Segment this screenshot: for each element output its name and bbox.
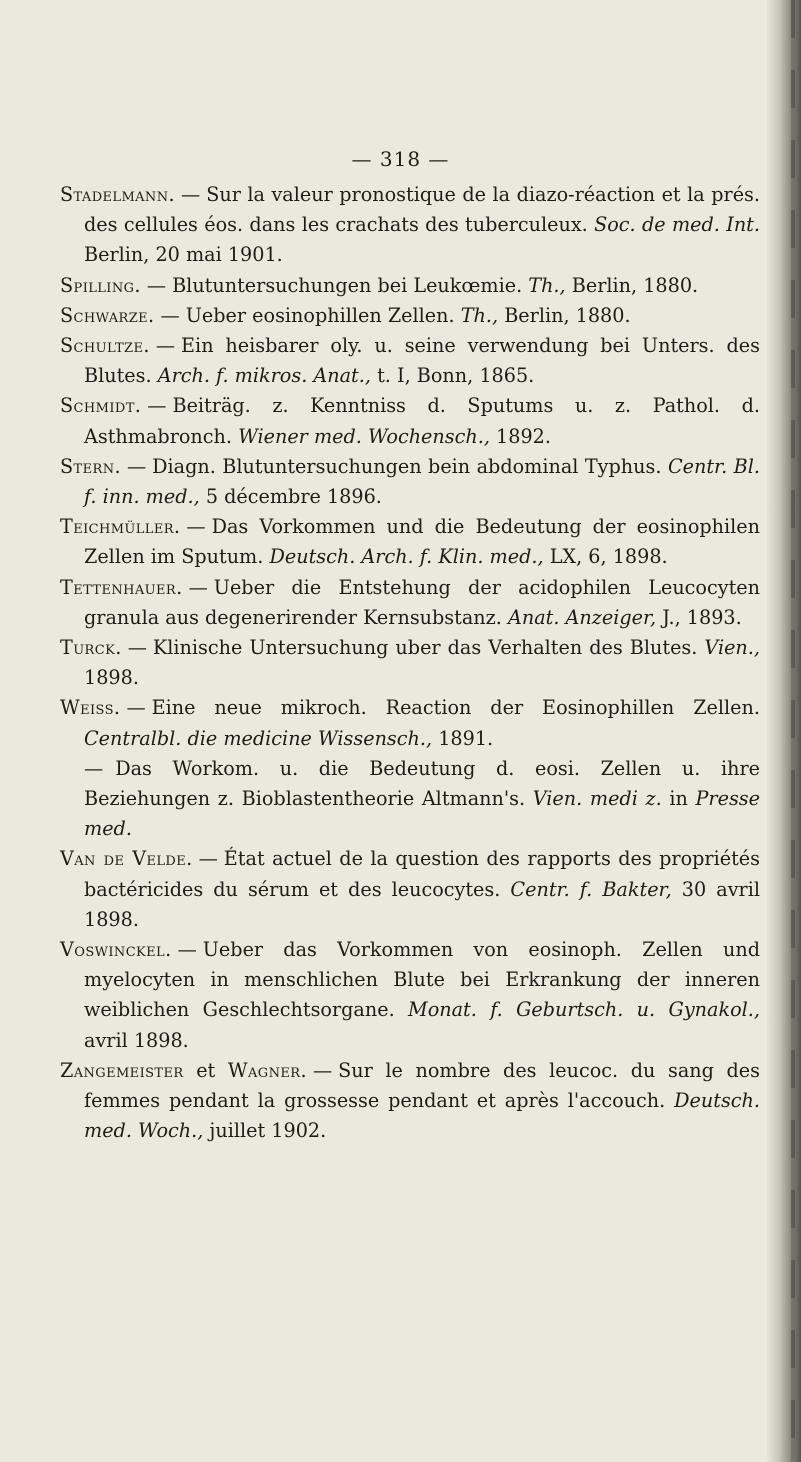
entry-details: juillet 1902. — [209, 1119, 327, 1143]
entry-details: Berlin, 1880. — [504, 303, 631, 327]
entry-author: Voswinckel. — [60, 938, 172, 962]
entry-source: Deutsch. med. Woch., — [84, 1089, 760, 1143]
entry-title: Blutuntersuchungen bei Leukœmie. — [172, 273, 523, 297]
bibliography-entry-voswinckel — [60, 935, 760, 1056]
bibliography-entry-stadelmann — [60, 180, 760, 271]
entry-details: 1898. — [84, 666, 139, 690]
entry-dash: — — [312, 1058, 333, 1082]
entry-dash: — — [127, 636, 147, 660]
entry-dash: — — [186, 515, 206, 539]
entry-details: Berlin, 1880. — [571, 273, 699, 297]
entry-dash: — — [84, 756, 104, 780]
entry-source: Deutsch. Arch. f. Klin. med., — [269, 545, 544, 569]
entry-source: Centr. f. Bakter, — [510, 877, 672, 901]
entry-title: Sur le nombre des leucoc. du sang des femmes pendant la grossesse pendant et après l'accouch. — [84, 1058, 760, 1113]
page-binding-streak — [791, 0, 795, 1462]
entry-source: Monat. f. Geburtsch. u. Gynakol., — [408, 998, 760, 1022]
entry-details: t. I, Bonn, 1865. — [377, 364, 535, 388]
entry-author: Stern. — [60, 454, 121, 478]
entry-author: Schwarze. — [60, 303, 155, 327]
entry-details: Berlin, 20 mai 1901. — [84, 243, 283, 267]
entry-source: Arch. f. mikros. Anat., — [157, 364, 371, 388]
entry-author-connector: et — [196, 1058, 216, 1082]
entry-title: Das Workom. u. die Bedeutung d. eosi. Zellen u. ihre Beziehungen z. Bioblastentheorie Altmann's. — [84, 756, 760, 811]
entry-source: Vien., — [704, 636, 760, 660]
entry-author: Schultze. — [60, 334, 150, 358]
entry-title: Beiträg. z. Kenntniss d. Sputums u. z. Pathol. d. Asthmabronch. — [84, 394, 760, 448]
entry-details: LX, 6, 1898. — [549, 545, 668, 569]
entry-dash: — — [188, 575, 208, 599]
page-edge-shadow — [767, 0, 801, 1462]
entry-source: Wiener med. Wochensch., — [238, 424, 490, 448]
entry-title: Ein heisbarer oly. u. seine verwendung bei Unters. des Blutes. — [84, 334, 760, 388]
entry-source: Th., — [460, 303, 499, 327]
entry-details: 30 avril 1898. — [84, 877, 760, 931]
entry-dash: — — [198, 847, 218, 871]
bibliography-entry-schmidt — [60, 391, 760, 451]
entry-title: Diagn. Blutuntersuchungen bein abdominal Typhus. — [152, 454, 662, 478]
bibliography-entry-teichmuller — [60, 512, 760, 572]
entry-title: Das Vorkommen und die Bedeutung der eosinophilen Zellen im Sputum. — [84, 515, 760, 569]
entry-title: Klinische Untersuchung uber das Verhalten des Blutes. — [152, 636, 698, 660]
entry-title: Ueber das Vorkommen von eosinoph. Zellen und myelocyten in menschlichen Blute bei Erkrankung der inneren weiblichen Geschlechtsorgane. — [84, 938, 760, 1022]
entry-details: 1891. — [438, 726, 494, 750]
bibliography-entry-turck — [60, 633, 760, 693]
entry-author: Stadelmann. — [60, 183, 175, 206]
entry-author: Spilling. — [60, 273, 141, 297]
entry-details: 1892. — [496, 424, 551, 448]
entry-author: Zangemeister — [60, 1058, 184, 1082]
entry-author: Turck. — [60, 636, 122, 660]
entry-dash: — — [126, 696, 146, 720]
bibliography-list — [60, 180, 760, 1147]
entry-author: Tettenhauer. — [60, 575, 183, 599]
entry-source-secondary: Presse med. — [84, 787, 761, 841]
entry-author: Teichmüller. — [60, 515, 181, 539]
entry-title: État actuel de la question des rapports des propriétés bactéricides du sérum et des leucocytes. — [84, 847, 761, 901]
bibliography-entry-weiss-second — [60, 754, 760, 845]
entry-details: J., 1893. — [662, 605, 742, 629]
entry-source: Centr. Bl. f. inn. med., — [84, 454, 760, 509]
entry-source: Vien. medi z. — [532, 787, 662, 811]
entry-title: Ueber die Entstehung der acidophilen Leucocyten granula aus degenerirender Kernsubstanz. — [84, 575, 760, 629]
bibliography-entry-schwarze — [60, 301, 760, 331]
page-number: — 318 — — [351, 147, 450, 171]
bibliography-entry-spilling — [60, 271, 760, 301]
entry-source: Soc. de med. Int. — [594, 213, 760, 237]
bibliography-entry-stern — [60, 452, 760, 512]
bibliography-entry-van-de-velde — [60, 844, 760, 935]
entry-title: Ueber eosinophillen Zellen. — [185, 303, 455, 327]
entry-connector: in — [669, 787, 688, 811]
entry-source: Centralbl. die medicine Wissensch., — [84, 726, 433, 750]
bibliography-entry-schultze — [60, 331, 760, 391]
bibliography-entry-zangemeister-wagner — [60, 1056, 760, 1147]
entry-author-secondary: Wagner. — [227, 1058, 307, 1082]
entry-dash: — — [181, 183, 201, 206]
entry-dash: — — [146, 273, 167, 297]
entry-author: Van de Velde. — [60, 847, 193, 871]
entry-source: Th., — [528, 273, 566, 297]
entry-dash: — — [155, 334, 176, 358]
entry-dash: — — [177, 938, 197, 962]
entry-author: Schmidt. — [60, 394, 142, 418]
entry-dash: — — [160, 303, 180, 327]
entry-source: Anat. Anzeiger, — [507, 605, 657, 629]
entry-title: Eine neue mikroch. Reaction der Eosinophillen Zellen. — [151, 696, 760, 720]
entry-details: avril 1898. — [84, 1028, 189, 1052]
entry-details: 5 décembre 1896. — [205, 485, 382, 509]
entry-title: Sur la valeur pronostique de la diazo-réaction et la prés. des cellules éos. dans les crachats des tuberculeux. — [84, 183, 760, 237]
bibliography-entry-weiss — [60, 693, 760, 753]
entry-dash: — — [126, 454, 147, 478]
bibliography-entry-tettenhauer — [60, 573, 760, 633]
entry-dash: — — [147, 394, 167, 418]
entry-author: Weiss. — [60, 696, 121, 720]
